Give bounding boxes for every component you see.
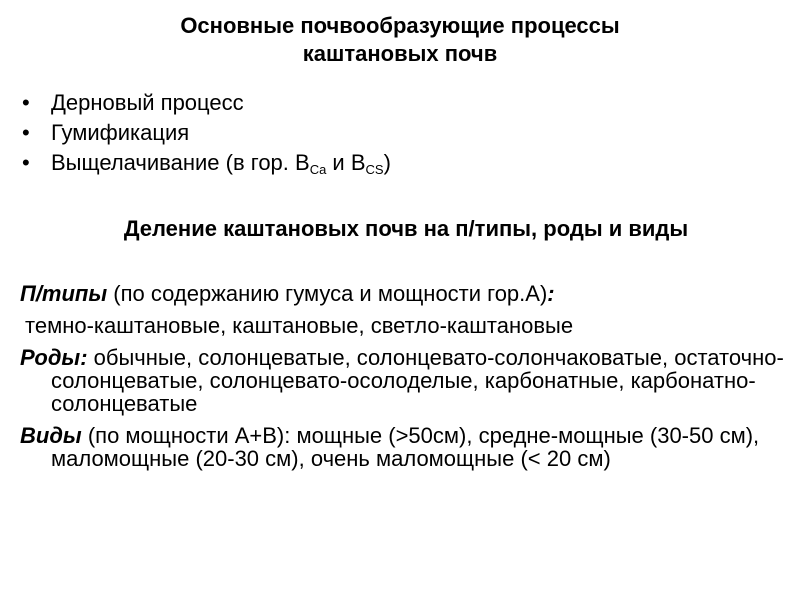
list-item-text: Дерновый процесс — [51, 90, 244, 115]
title-line-1: Основные почвообразующие процессы — [180, 13, 620, 38]
classification-block — [20, 282, 790, 470]
species-label: Виды — [20, 423, 82, 448]
subtypes-values: темно-каштановые, каштановые, светло-каштановые — [25, 313, 574, 338]
list-item-text: Гумификация — [51, 120, 190, 145]
list-item — [20, 148, 780, 178]
process-list — [20, 88, 780, 178]
leaching-text-start: Выщелачивание (в гор. B — [51, 150, 310, 175]
section-heading: Деление каштановых почв на п/типы, роды и виды — [123, 216, 689, 241]
list-item — [20, 88, 780, 118]
list-item — [20, 118, 780, 148]
bullet-icon: • — [22, 90, 30, 115]
horizon-subscript-cs: CS — [365, 162, 384, 177]
subtypes-criteria: (по содержанию гумуса и мощности гор.А) — [107, 281, 548, 306]
species-text: (по мощности А+В): мощные (>50см), средне-мощные (30-50 см), маломощные (20-30 см), очень маломощные (< 20 см) — [51, 423, 760, 471]
genera-label: Роды: — [20, 345, 88, 370]
subtypes-line — [20, 282, 790, 305]
leaching-text-end: ) — [383, 150, 391, 175]
subtypes-colon: : — [547, 281, 555, 306]
list-item-text — [51, 150, 391, 175]
subtypes-label: П/типы — [20, 281, 108, 306]
leaching-text-middle: и B — [326, 150, 366, 175]
species-paragraph — [20, 424, 790, 470]
horizon-subscript-ca: Ca — [309, 162, 327, 177]
bullet-icon: • — [22, 120, 30, 145]
genera-text: обычные, солонцеватые, солонцевато-солончаковатые, остаточно-солонцеватые, солонцевато-осолоделые, карбонатные, карбонатно-солонцеватые — [51, 345, 784, 416]
title-line-2: каштановых почв — [302, 41, 498, 66]
genera-paragraph — [20, 346, 790, 415]
slide-title — [0, 12, 800, 68]
bullet-icon: • — [22, 150, 30, 175]
